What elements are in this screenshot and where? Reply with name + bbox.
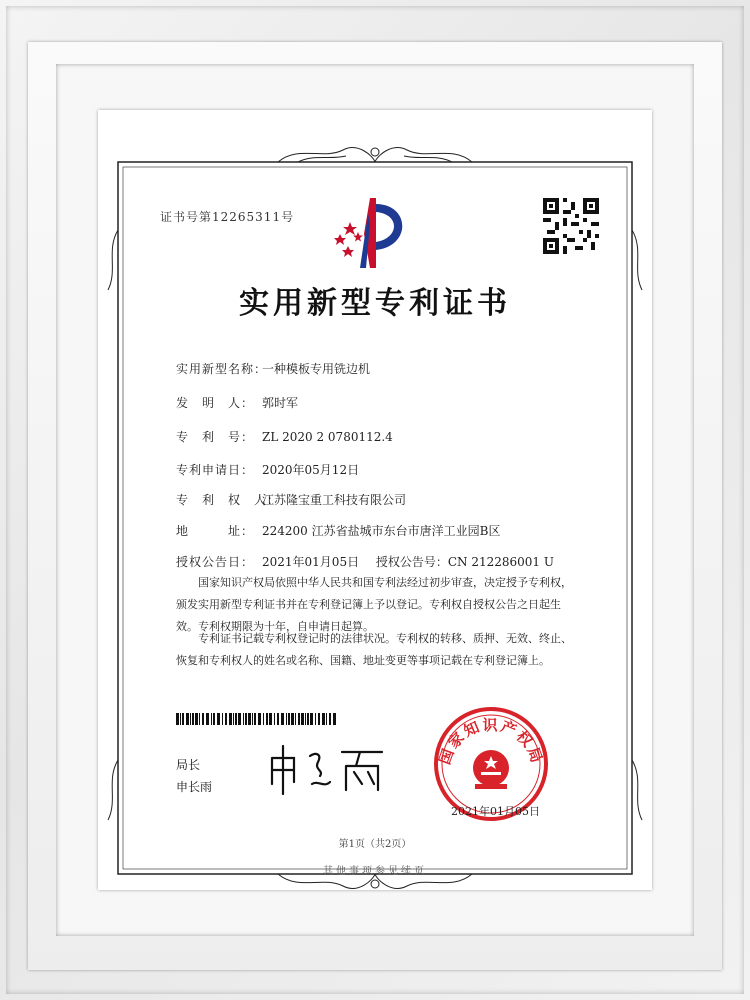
barcode-bar — [322, 713, 325, 725]
barcode-bar — [180, 713, 181, 725]
certificate-number: 证书号第12265311号 — [160, 210, 295, 224]
seal-text: 国家知识产权局 — [435, 716, 547, 767]
barcode-bar — [238, 713, 241, 725]
certificate-title: 实用新型专利证书 — [239, 286, 511, 321]
field-value: 一种模板专用铣边机 — [262, 362, 371, 376]
barcode-bar — [206, 713, 209, 725]
barcode-bar — [277, 713, 279, 725]
barcode-bar — [182, 713, 184, 725]
footer-note: 其他事项参见续页 — [323, 866, 427, 877]
barcode-bar — [225, 713, 227, 725]
field-value: 郭时军 — [262, 396, 299, 410]
seal-date: 2021年01月05日 — [451, 805, 540, 818]
barcode-bar — [281, 713, 284, 725]
grant-date-label: 授权公告日： — [176, 555, 255, 569]
field-patentee — [176, 491, 406, 508]
signature-icon — [264, 740, 394, 800]
patent-office-logo-icon — [330, 194, 418, 274]
barcode-bar — [195, 713, 198, 725]
barcode-bar — [192, 713, 194, 725]
field-address — [176, 522, 500, 539]
field-value: ZL 2020 2 0780112.4 — [262, 430, 393, 444]
barcode-bar — [213, 713, 215, 725]
certificate-paper — [98, 110, 652, 890]
barcode-bar — [307, 713, 309, 725]
barcode-bar — [295, 713, 296, 725]
director-name: 申长雨 — [176, 780, 213, 794]
director-title: 局长 — [176, 758, 201, 772]
barcode-bar — [269, 713, 272, 725]
field-application-date — [176, 461, 359, 478]
barcode-bar — [252, 713, 253, 725]
barcode-bar — [298, 713, 300, 725]
barcode-bar — [199, 713, 200, 725]
field-value: 江苏隆宝重工科技有限公司 — [262, 493, 407, 507]
field-value: 2020年05月12日 — [262, 463, 360, 477]
barcode-bar — [245, 713, 247, 725]
field-grant-info — [176, 553, 554, 570]
certificate-paragraph-2: 专利证书记载专利权登记时的法律状况。专利权的转移、质押、无效、终止、恢复和专利权人的姓名或名称、国籍、地址变更等事项记载在专利登记簿上。 — [176, 632, 572, 667]
grant-date-value: 2021年01月05日 — [262, 555, 360, 569]
barcode-bar — [291, 713, 294, 725]
barcode-icon — [176, 713, 336, 725]
grant-number-label: 授权公告号： — [375, 555, 448, 569]
barcode-bar — [248, 713, 251, 725]
field-label: 发 明 人： — [176, 396, 255, 410]
barcode-bar — [222, 713, 223, 725]
barcode-bar — [254, 713, 256, 725]
grant-number-value: CN 212286001 U — [447, 555, 554, 569]
field-inventor — [176, 394, 298, 411]
field-value: 224200 江苏省盐城市东台市唐洋工业园B区 — [262, 524, 501, 538]
barcode-bar — [288, 713, 290, 725]
field-label: 专 利 号： — [176, 430, 255, 444]
barcode-bar — [258, 713, 261, 725]
barcode-bar — [211, 713, 212, 725]
barcode-bar — [229, 713, 232, 725]
barcode-bar — [329, 713, 331, 725]
barcode-bar — [176, 713, 179, 725]
qr-code-icon — [543, 198, 599, 254]
barcode-bar — [190, 713, 191, 725]
barcode-bar — [310, 713, 313, 725]
field-label: 专 利 权 人： — [176, 493, 281, 507]
barcode-bar — [286, 713, 287, 725]
field-label: 专利申请日： — [176, 463, 255, 477]
barcode-bar — [318, 713, 320, 725]
field-utility-model-name — [176, 360, 370, 377]
barcode-bar — [233, 713, 234, 725]
field-label: 地 址： — [176, 524, 255, 538]
barcode-bar — [243, 713, 244, 725]
barcode-bar — [266, 713, 268, 725]
field-patent-number — [176, 428, 393, 445]
page-number: 第1页（共2页） — [338, 839, 412, 850]
barcode-bar — [301, 713, 304, 725]
barcode-bar — [274, 713, 275, 725]
barcode-bar — [202, 713, 204, 725]
field-label: 实用新型名称： — [176, 362, 268, 376]
barcode-bar — [315, 713, 316, 725]
barcode-bar — [326, 713, 327, 725]
barcode-bar — [235, 713, 237, 725]
barcode-bar — [217, 713, 220, 725]
barcode-bar — [186, 713, 189, 725]
barcode-bar — [333, 713, 336, 725]
certificate-paragraph-1: 国家知识产权局依照中华人民共和国专利法经过初步审查，决定授予专利权，颁发实用新型专利证书并在专利登记簿上予以登记。专利权自授权公告之日起生效。专利权期限为十年，自申请日起算。 — [176, 576, 572, 633]
barcode-bar — [263, 713, 264, 725]
barcode-bar — [305, 713, 306, 725]
